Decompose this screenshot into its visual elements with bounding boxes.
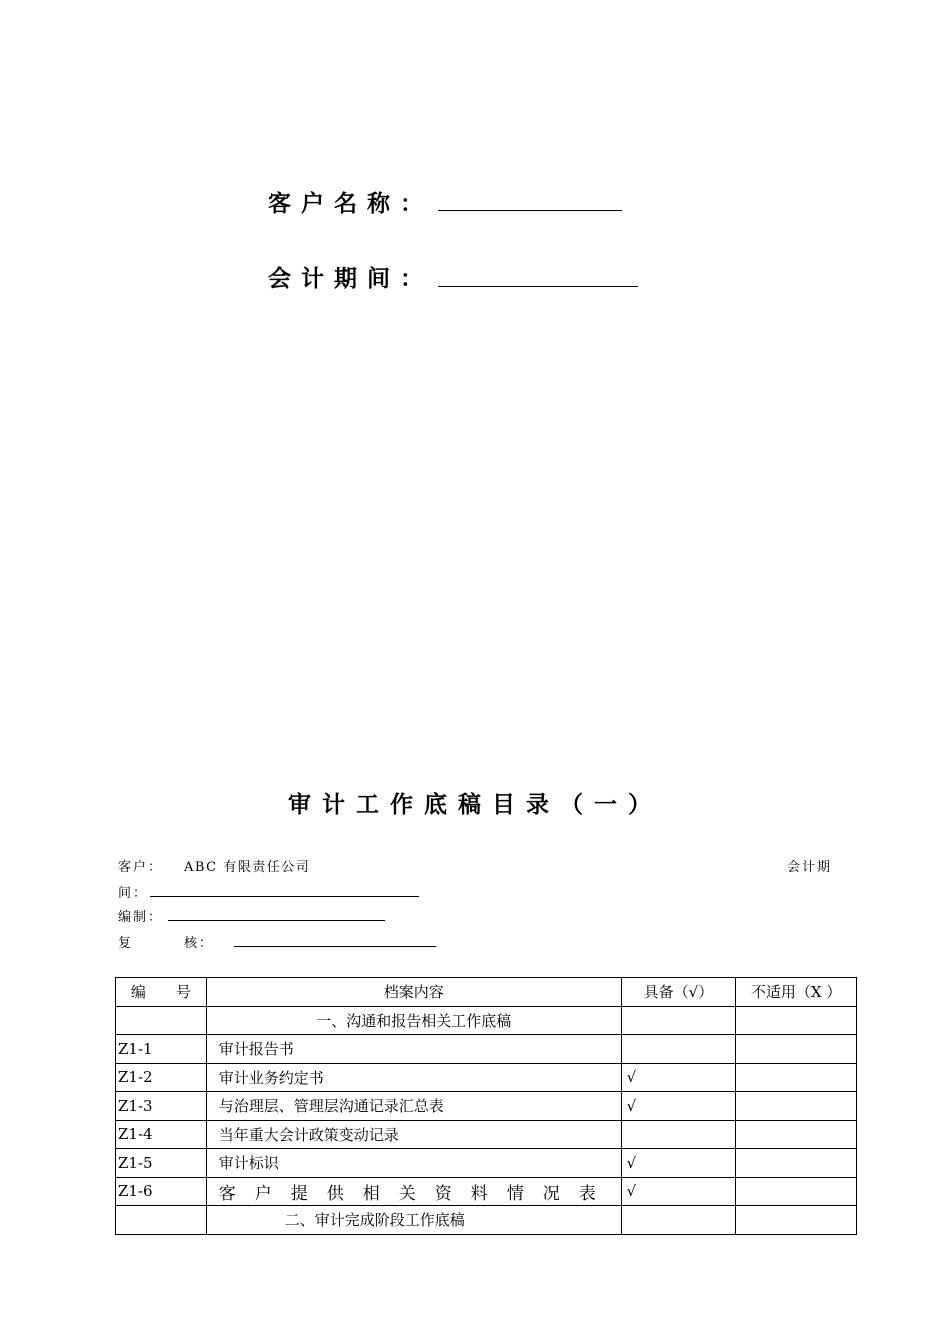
period-underline-small (150, 896, 419, 897)
row-available (621, 1120, 736, 1149)
row-available: √ (621, 1177, 736, 1206)
catalog-table (115, 977, 857, 1235)
row-code: Z1-3 (116, 1092, 207, 1121)
preparer-underline (168, 920, 385, 921)
reviewer-label-2: 核： (184, 936, 215, 951)
reviewer-label-1: 复 (118, 936, 134, 951)
row-content: 审计报告书 (206, 1035, 621, 1064)
table-row (116, 1120, 857, 1149)
period-label-part2: 间： (118, 886, 149, 901)
period-underline (438, 286, 638, 287)
period-label-part1: 会计期 (787, 860, 833, 875)
client-name-underline (438, 210, 622, 211)
row-available (621, 1035, 736, 1064)
row-content: 客户提供相关资料情况表 (206, 1177, 621, 1206)
row-code: Z1-2 (116, 1063, 207, 1092)
client-label: 客户： (118, 860, 164, 875)
client-value: ABC 有限责任公司 (184, 860, 311, 875)
header-code: 编 号 (116, 978, 207, 1007)
row-not-applicable (736, 1149, 857, 1178)
section-title: 一、沟通和报告相关工作底稿 (206, 1006, 621, 1035)
header-content: 档案内容 (206, 978, 621, 1007)
reviewer-underline (234, 946, 436, 947)
row-not-applicable (736, 1120, 857, 1149)
row-code: Z1-5 (116, 1149, 207, 1178)
row-code: Z1-4 (116, 1120, 207, 1149)
row-content: 审计业务约定书 (206, 1063, 621, 1092)
section-title: 二、审计完成阶段工作底稿 (206, 1206, 621, 1235)
row-available: √ (621, 1092, 736, 1121)
table-row (116, 1092, 857, 1121)
table-row (116, 1035, 857, 1064)
row-content: 与治理层、管理层沟通记录汇总表 (206, 1092, 621, 1121)
row-code: Z1-1 (116, 1035, 207, 1064)
row-not-applicable (736, 1035, 857, 1064)
section-row (116, 1006, 857, 1035)
table-row (116, 1149, 857, 1178)
client-name-label: 客户名称： (268, 191, 433, 217)
table-row (116, 1063, 857, 1092)
section-row (116, 1206, 857, 1235)
header-not-applicable: 不适用（X ） (736, 978, 857, 1007)
row-not-applicable (736, 1063, 857, 1092)
header-available: 具备（√） (621, 978, 736, 1007)
table-row (116, 1177, 857, 1206)
row-content: 审计标识 (206, 1149, 621, 1178)
row-code: Z1-6 (116, 1177, 207, 1206)
row-not-applicable (736, 1092, 857, 1121)
preparer-label: 编制： (118, 910, 164, 925)
row-content: 当年重大会计政策变动记录 (206, 1120, 621, 1149)
table-header-row (116, 978, 857, 1007)
row-available: √ (621, 1063, 736, 1092)
row-available: √ (621, 1149, 736, 1178)
period-label: 会计期间： (268, 266, 433, 292)
catalog-title: 审计工作底稿目录（一） (288, 792, 662, 818)
row-not-applicable (736, 1177, 857, 1206)
